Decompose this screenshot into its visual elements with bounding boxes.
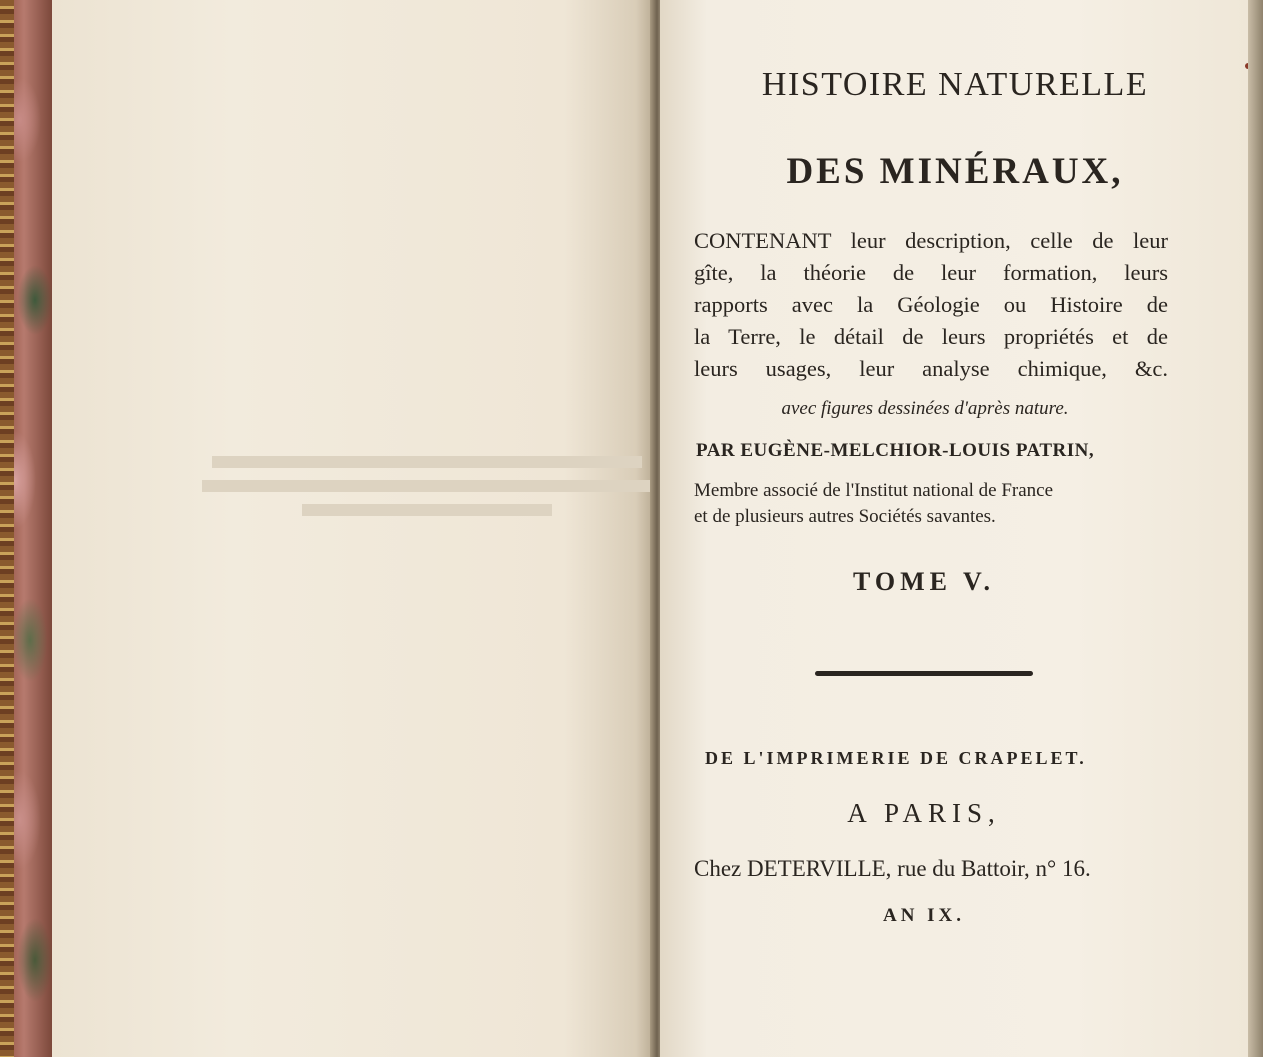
title-page-text [660,0,1250,1057]
show-through-title [192,288,662,322]
year-line: AN IX. [882,905,966,926]
membership-line: et de plusieurs autres Sociétés savantes. [694,506,996,527]
description-line: leurs usages, leur analyse chimique, &c. [694,356,1168,381]
binding-edge [0,0,14,1057]
title-line-1: HISTOIRE NATURELLE [761,66,1149,103]
description-line: gîte, la théorie de leur formation, leurs [694,260,1168,285]
show-through-line [202,480,652,492]
publisher-line: Chez DETERVILLE, rue du Battoir, n° 16. [694,856,1091,881]
membership-line: Membre associé de l'Institut national de France [694,480,1054,501]
description-line: la Terre, le détail de leurs propriétés et de [694,324,1168,349]
description-line: CONTENANT leur description, celle de leur [694,228,1168,253]
left-page [52,0,654,1057]
printer-line: DE L'IMPRIMERIE DE CRAPELET. [705,748,1087,768]
show-through-line [302,504,552,516]
show-through-text [192,288,662,516]
city-line: A PARIS, [847,798,1001,828]
show-through-line [212,456,642,468]
volume-label: TOME V. [853,567,995,596]
title-page [660,0,1250,1057]
description-line: rapports avec la Géologie ou Histoire de [694,292,1168,317]
title-line-2: DES MINÉRAUX, [786,151,1124,192]
author-line: PAR EUGÈNE-MELCHIOR-LOUIS PATRIN, [696,440,1095,461]
page-edge [1248,0,1263,1057]
decorative-rule [815,671,1033,676]
figures-note: avec figures dessinées d'après nature. [781,398,1069,419]
show-through-subtitle [192,382,662,416]
